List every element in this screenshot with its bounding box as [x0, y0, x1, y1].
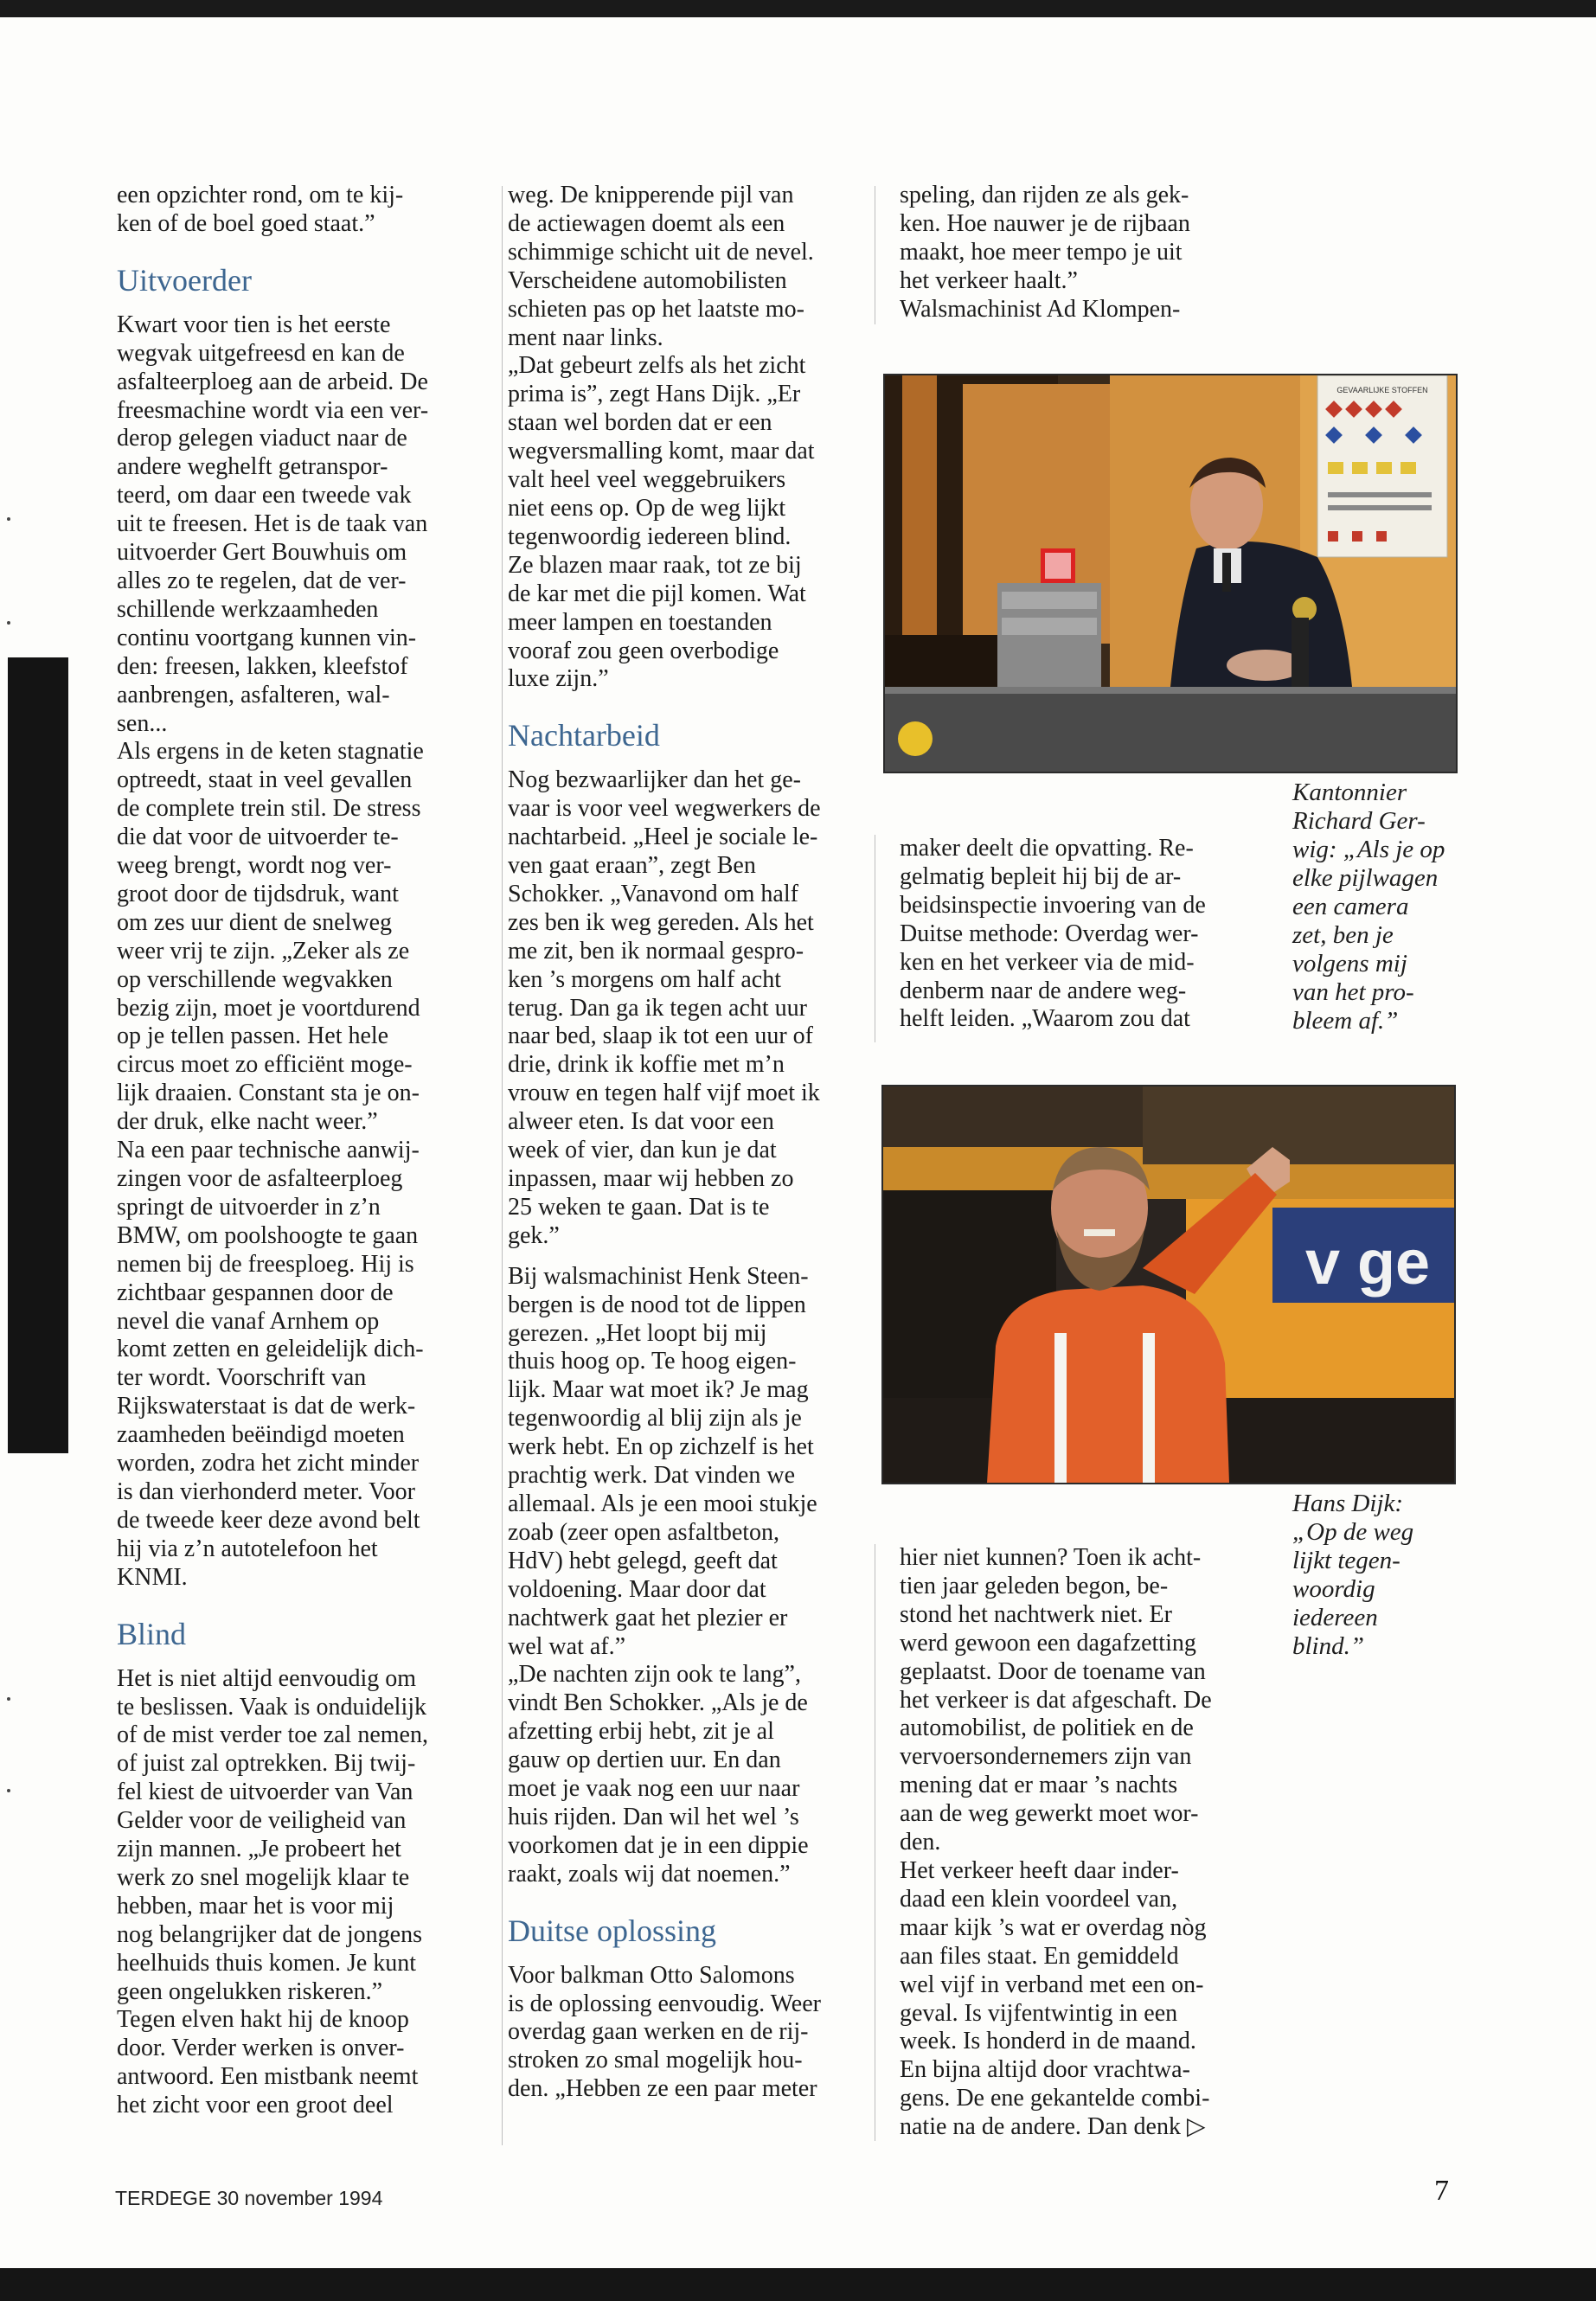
text-line: Het is niet altijd eenvoudig om	[117, 1664, 417, 1692]
text-line: vrouw en tegen half vijf moet ik	[508, 1080, 820, 1107]
text-line: aan files staat. En gemiddeld	[900, 1942, 1179, 1970]
section-heading: Nachtarbeid	[508, 718, 660, 753]
text-line: nog belangrijker dat de jongens	[117, 1920, 423, 1948]
text-line: prachtig werk. Dat vinden we	[508, 1462, 795, 1490]
caption-line: Kantonnier	[1292, 779, 1407, 806]
text-line: op verschillende wegvakken	[117, 965, 393, 993]
text-line: Walsmachinist Ad Klompen-	[900, 295, 1181, 323]
body-paragraph	[508, 1263, 871, 1889]
text-line: daad een klein voordeel van,	[900, 1885, 1178, 1913]
text-line: fel kiest de uitvoerder van Van	[117, 1779, 413, 1806]
caption-line: een camera	[1292, 893, 1409, 920]
text-line: andere weghelft getranspor-	[117, 453, 388, 481]
top-rule	[0, 0, 1596, 17]
text-line: helft leiden. „Waarom zou dat	[900, 1005, 1190, 1033]
text-line: Tegen elven hakt hij de knoop	[117, 2006, 409, 2034]
text-line: werd gewoon een dagafzetting	[900, 1629, 1196, 1657]
text-line: de actiewagen doemt als een	[508, 209, 785, 237]
text-line: Verscheidene automobilisten	[508, 266, 787, 294]
text-line: worden, zodra het zicht minder	[117, 1450, 420, 1477]
text-line: lijk. Maar wat moet ik? Je mag	[508, 1376, 809, 1404]
text-line: teerd, om daar een tweede vak	[117, 482, 412, 510]
text-line: ter wordt. Voorschrift van	[117, 1364, 367, 1392]
text-line: niet eens op. Op de weg lijkt	[508, 494, 786, 522]
scan-speck	[7, 1697, 10, 1701]
text-line: prima is”, zegt Hans Dijk. „Er	[508, 381, 801, 408]
text-line: hebben, maar het is voor mij	[117, 1892, 394, 1920]
scan-speck	[7, 621, 10, 625]
text-line: werk hebt. En op zichzelf is het	[508, 1433, 814, 1461]
text-line: wel vijf in verband met een on-	[900, 1971, 1204, 1998]
article-column-3-middle	[900, 835, 1263, 1034]
photo-kantonnier-illustration	[885, 375, 1456, 772]
body-paragraph	[508, 182, 871, 694]
text-line: natie na de andere. Dan denk ▷	[900, 2113, 1206, 2141]
text-line: En bijna altijd door vrachtwa-	[900, 2056, 1190, 2084]
caption-line: „Op de weg	[1292, 1518, 1414, 1546]
text-line: zaamheden beëindigd moeten	[117, 1421, 405, 1449]
scan-speck	[7, 1789, 10, 1792]
text-line: den.	[900, 1829, 941, 1856]
text-line: ken en het verkeer via de mid-	[900, 948, 1195, 976]
text-line: denberm naar de andere weg-	[900, 977, 1187, 1004]
text-line: weg. De knipperende pijl van	[508, 182, 794, 208]
text-line: automobilist, de politiek en de	[900, 1715, 1194, 1742]
text-line: hij via z’n autotelefoon het	[117, 1535, 378, 1562]
text-line: moet je vaak nog een uur naar	[508, 1775, 800, 1803]
text-line: maar kijk ’s wat er overdag nòg	[900, 1913, 1207, 1941]
text-line: zoab (zeer open asfaltbeton,	[508, 1518, 780, 1546]
text-line: of de mist verder toe zal nemen,	[117, 1721, 428, 1749]
text-line: alles zo te regelen, dat de ver-	[117, 567, 407, 594]
text-line: vooraf zou geen overbodige	[508, 637, 779, 664]
caption-line: iedereen	[1292, 1604, 1378, 1631]
text-line: maakt, hoe meer tempo je uit	[900, 238, 1183, 266]
caption-line: volgens mij	[1292, 950, 1407, 977]
text-line: allemaal. Als je een mooi stukje	[508, 1490, 817, 1517]
article-column-3-top	[900, 182, 1246, 324]
text-line: asfalteerploeg aan de arbeid. De	[117, 368, 428, 395]
text-line: of juist zal optrekken. Bij twij-	[117, 1750, 416, 1778]
text-line: 25 weken te gaan. Dat is te	[508, 1193, 770, 1221]
section-heading: Uitvoerder	[117, 262, 252, 298]
text-line: vindt Ben Schokker. „Als je de	[508, 1689, 808, 1717]
text-line: inpassen, maar wij hebben zo	[508, 1165, 794, 1192]
text-line: aanbrengen, asfalteren, wal-	[117, 681, 390, 708]
text-line: tegenwoordig iedereen blind.	[508, 522, 792, 550]
body-paragraph	[117, 311, 480, 1593]
text-line: zijn mannen. „Je probeert het	[117, 1836, 401, 1863]
text-line: Bij walsmachinist Henk Steen-	[508, 1262, 809, 1290]
article-column-2	[508, 182, 871, 2104]
text-line: me zit, ben ik normaal gespro-	[508, 937, 804, 965]
text-line: gelmatig bepleit hij bij de ar-	[900, 862, 1182, 890]
text-line: zes ben ik weg gereden. Als het	[508, 908, 814, 936]
caption-line: Hans Dijk:	[1292, 1490, 1404, 1517]
text-line: „Dat gebeurt zelfs als het zicht	[508, 352, 806, 380]
text-line: Ze blazen maar raak, tot ze bij	[508, 551, 802, 579]
text-line: is dan vierhonderd meter. Voor	[117, 1477, 416, 1505]
text-line: mening dat er maar ’s nachts	[900, 1772, 1178, 1799]
text-line: wel wat af.”	[508, 1632, 626, 1660]
text-line: Schokker. „Vanavond om half	[508, 880, 798, 907]
text-line: continu voortgang kunnen vin-	[117, 624, 417, 651]
text-line: staan wel borden dat er een	[508, 409, 772, 437]
text-line: hier niet kunnen? Toen ik acht-	[900, 1544, 1202, 1571]
text-line: Rijkswaterstaat is dat de werk-	[117, 1393, 416, 1420]
text-line: maker deelt die opvatting. Re-	[900, 835, 1194, 862]
text-line: de kar met die pijl komen. Wat	[508, 580, 806, 607]
text-line: circus moet zo efficiënt moge-	[117, 1051, 413, 1079]
text-line: op je tellen passen. Het hele	[117, 1022, 389, 1050]
text-line: werk zo snel mogelijk klaar te	[117, 1863, 410, 1891]
caption-line: Richard Ger-	[1292, 807, 1426, 835]
section-heading: Duitse oplossing	[508, 1913, 717, 1948]
text-line: afzetting erbij hebt, zit je al	[508, 1718, 774, 1746]
text-line: komt zetten en geleidelijk dich-	[117, 1336, 424, 1363]
text-line: Kwart voor tien is het eerste	[117, 311, 391, 338]
text-line: Na een paar technische aanwij-	[117, 1137, 420, 1164]
photo-hans-dijk-illustration	[883, 1086, 1454, 1483]
text-line: gerezen. „Het loopt bij mij	[508, 1319, 767, 1347]
text-line: gens. De ene gekantelde combi-	[900, 2085, 1210, 2112]
caption-line: bleem af.”	[1292, 1007, 1399, 1035]
text-line: nemen bij de freesploeg. Hij is	[117, 1250, 414, 1278]
text-line: de complete trein stil. De stress	[117, 795, 421, 823]
text-line: Duitse methode: Overdag wer-	[900, 920, 1199, 947]
article-column-1	[117, 182, 480, 2120]
text-line: een opzichter rond, om te kij-	[117, 182, 404, 208]
body-paragraph	[900, 1544, 1263, 2142]
text-line: stroken zo smal mogelijk hou-	[508, 2047, 803, 2074]
caption-line: wig: „Als je op	[1292, 836, 1445, 863]
text-line: huis rijden. Dan wil het wel ’s	[508, 1803, 799, 1830]
scan-speck	[7, 517, 10, 521]
section-heading: Blind	[117, 1616, 187, 1651]
text-line: KNMI.	[117, 1563, 188, 1591]
text-line: de tweede keer deze avond belt	[117, 1506, 420, 1534]
caption-line: van het pro-	[1292, 978, 1414, 1006]
text-line: tien jaar geleden begon, be-	[900, 1572, 1169, 1599]
text-line: het verkeer is dat afgeschaft. De	[900, 1686, 1212, 1714]
text-line: bergen is de nood tot de lippen	[508, 1291, 806, 1318]
caption-line: woordig	[1292, 1575, 1375, 1603]
body-paragraph	[117, 1665, 480, 2121]
bottom-rule	[0, 2268, 1596, 2301]
text-line: weer vrij te zijn. „Zeker als ze	[117, 937, 410, 965]
page-number: 7	[1434, 2175, 1449, 2207]
text-line: vervoersondernemers zijn van	[900, 1743, 1192, 1771]
body-paragraph	[117, 182, 480, 239]
text-line: Nog bezwaarlijker dan het ge-	[508, 766, 801, 794]
photo-kantonnier-at-desk	[883, 374, 1458, 773]
text-line: vaar is voor veel wegwerkers de	[508, 795, 821, 823]
text-line: geval. Is vijfentwintig in een	[900, 1999, 1178, 2027]
text-line: Het verkeer heeft daar inder-	[900, 1856, 1179, 1884]
text-line: wegvak uitgefreesd en kan de	[117, 339, 405, 367]
text-line: geen ongelukken riskeren.”	[117, 1977, 383, 2005]
poster-header: GEVAARLIJKE STOFFEN	[1336, 386, 1428, 394]
text-line: heelhuids thuis komen. Je kunt	[117, 1949, 417, 1977]
text-line: terug. Dan ga ik tegen acht uur	[508, 994, 807, 1022]
caption-line: elke pijlwagen	[1292, 864, 1439, 892]
scan-edge-bar	[8, 657, 68, 1453]
text-line: den: freesen, lakken, kleefstof	[117, 652, 408, 680]
text-line: overdag gaan werken en de rij-	[508, 2018, 809, 2046]
text-line: optreedt, staat in veel gevallen	[117, 766, 413, 794]
text-line: springt de uitvoerder in z’n	[117, 1193, 381, 1221]
text-line: BMW, om poolshoogte te gaan	[117, 1221, 419, 1249]
photo-caption-kantonnier	[1292, 779, 1500, 1035]
text-line: schieten pas op het laatste mo-	[508, 295, 804, 323]
text-line: uit te freesen. Het is de taak van	[117, 510, 428, 538]
text-line: sen...	[117, 709, 168, 737]
text-line: schillende werkzaamheden	[117, 595, 379, 623]
caption-line: blind.”	[1292, 1632, 1364, 1660]
text-line: raakt, zoals wij dat noemen.”	[508, 1860, 791, 1888]
photo-caption-hans-dijk	[1292, 1490, 1483, 1661]
text-line: week of vier, dan kun je dat	[508, 1137, 777, 1164]
body-paragraph	[900, 182, 1246, 324]
text-line: ven gaat eraan”, zegt Ben	[508, 852, 756, 880]
text-line: nachtarbeid. „Heel je sociale le-	[508, 824, 818, 851]
text-line: groot door de tijdsdruk, want	[117, 880, 399, 907]
text-line: HdV) hebt gelegd, geeft dat	[508, 1547, 778, 1574]
text-line: speling, dan rijden ze als gek-	[900, 182, 1189, 208]
body-paragraph	[508, 766, 871, 1250]
text-line: gauw op dertien uur. En dan	[508, 1747, 781, 1774]
text-line: ken. Hoe nauwer je de rijbaan	[900, 209, 1190, 237]
text-line: der druk, elke nacht weer.”	[117, 1108, 378, 1136]
text-line: door. Verder werken is onver-	[117, 2035, 405, 2062]
text-line: wegversmalling komt, maar dat	[508, 438, 815, 465]
text-line: meer lampen en toestanden	[508, 608, 772, 636]
photo-hans-dijk-at-truck	[881, 1085, 1456, 1484]
text-line: om zes uur dient de snelweg	[117, 908, 393, 936]
text-line: Gelder voor de veiligheid van	[117, 1807, 407, 1835]
text-line: ment naar links.	[508, 324, 663, 351]
text-line: uitvoerder Gert Bouwhuis om	[117, 539, 407, 567]
text-line: freesmachine wordt via een ver-	[117, 396, 429, 424]
text-line: ken ’s morgens om half acht	[508, 965, 781, 993]
text-line: „De nachten zijn ook te lang”,	[508, 1661, 801, 1689]
caption-line: lijkt tegen-	[1292, 1547, 1401, 1574]
text-line: alweer eten. Is dat voor een	[508, 1108, 774, 1136]
text-line: tegenwoordig al blij zijn als je	[508, 1405, 802, 1433]
caption-line: zet, ben je	[1292, 921, 1394, 949]
text-line: die dat voor de uitvoerder te-	[117, 824, 399, 851]
text-line: ken of de boel goed staat.”	[117, 209, 375, 237]
text-line: bezig zijn, moet je voortdurend	[117, 994, 420, 1022]
text-line: het verkeer haalt.”	[900, 266, 1078, 294]
text-line: stond het nachtwerk niet. Er	[900, 1600, 1172, 1628]
text-line: gek.”	[508, 1221, 560, 1249]
text-line: zichtbaar gespannen door de	[117, 1279, 394, 1306]
text-line: den. „Hebben ze een paar meter	[508, 2075, 817, 2103]
text-line: drie, drink ik koffie met m’n	[508, 1051, 785, 1079]
text-line: naar bed, slaap ik tot een uur of	[508, 1022, 813, 1050]
text-line: geplaatst. Door de toename van	[900, 1657, 1206, 1685]
text-line: antwoord. Een mistbank neemt	[117, 2063, 419, 2091]
truck-lettering: v ge	[1304, 1228, 1431, 1298]
footer-publication: TERDEGE 30 november 1994	[115, 2187, 383, 2209]
text-line: het zicht voor een groot deel	[117, 2092, 394, 2119]
text-line: weeg brengt, wordt nog ver-	[117, 852, 392, 880]
text-line: derop gelegen viaduct naar de	[117, 425, 407, 452]
text-line: te beslissen. Vaak is onduidelijk	[117, 1693, 426, 1721]
text-line: beidsinspectie invoering van de	[900, 891, 1206, 919]
text-line: nachtwerk gaat het plezier er	[508, 1604, 788, 1631]
text-line: lijk draaien. Constant sta je on-	[117, 1080, 420, 1107]
text-line: voldoening. Maar door dat	[508, 1575, 766, 1603]
text-line: is de oplossing eenvoudig. Weer	[508, 1990, 821, 2017]
body-paragraph	[508, 1962, 871, 2105]
body-paragraph	[900, 835, 1263, 1034]
text-line: aan de weg gewerkt moet wor-	[900, 1800, 1199, 1828]
text-line: Voor balkman Otto Salomons	[508, 1961, 795, 1989]
article-column-3-bottom	[900, 1544, 1263, 2142]
text-line: voorkomen dat je in een dippie	[508, 1831, 809, 1859]
text-line: schimmige schicht uit de nevel.	[508, 238, 814, 266]
text-line: Als ergens in de keten stagnatie	[117, 738, 424, 766]
text-line: zingen voor de asfalteerploeg	[117, 1165, 403, 1192]
text-line: luxe zijn.”	[508, 665, 609, 693]
text-line: week. Is honderd in de maand.	[900, 2028, 1196, 2055]
text-line: thuis hoog op. Te hoog eigen-	[508, 1348, 797, 1375]
text-line: valt heel veel weggebruikers	[508, 466, 786, 494]
column-rule	[502, 186, 503, 2145]
text-line: nevel die vanaf Arnhem op	[117, 1307, 380, 1335]
